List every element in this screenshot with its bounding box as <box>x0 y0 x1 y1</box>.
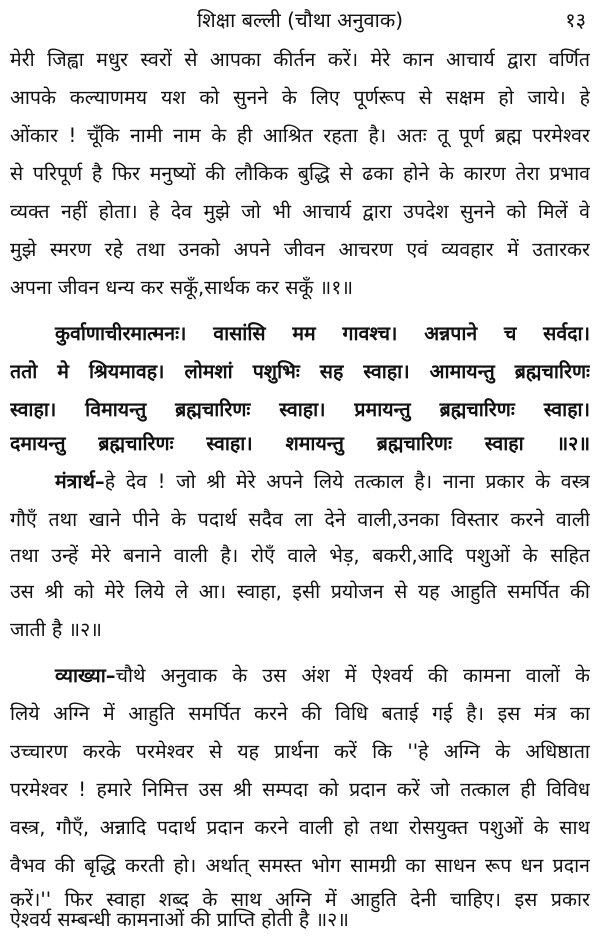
paragraph1-line: मेरी जिह्वा मधुर स्वरों से आपका कीर्तन करें। मेरे कान आचार्य द्वारा वर्णित <box>10 48 590 71</box>
paragraph1-line: आपके कल्याणमय यश को सुनने के लिए पूर्णरूप से सक्षम हो जाये। हे <box>10 86 590 109</box>
mantrartha-line: तथा उन्हें मेरे बनाने वाली है। रोएँ वाले भेड़, बकरी,आदि पशुओं के सहित <box>10 544 590 567</box>
paragraph1-line: व्यक्त नहीं होता। हे देव मुझे जो भी आचार्य द्वारा उपदेश सुनने को मिलें वे <box>10 200 590 223</box>
paragraph1-line: ओंकार ! चूँकि नामी नाम के ही आश्रित रहता है। अतः तू पूर्ण ब्रह्म परमेश्वर <box>10 124 590 147</box>
mantrartha-text: हे देव ! जो श्री मेरे अपने लिये तत्काल है। नाना प्रकार के वस्त्र <box>104 470 590 493</box>
chapter-title: शिक्षा बल्ली (चौथा अनुवाक) <box>196 8 404 32</box>
vyakhya-line: परमेश्वर ! हमारे निमित्त उस श्री सम्पदा को प्रदान करें जो तत्काल ही विविध <box>10 778 590 801</box>
mantra-line: दमायन्तु ब्रह्मचारिणः स्वाहा। शमायन्तु ब्रह्मचारिणः स्वाहा ॥२॥ <box>10 432 590 455</box>
mantrartha-line: उस श्री को मेरे लिये ले आ। स्वाहा, इसी प्रयोजन से यह आहुति समर्पित की <box>10 580 590 603</box>
vyakhya-label: व्याख्या– <box>55 664 116 687</box>
paragraph1-line: अपना जीवन धन्य कर सकूँ,सार्थक कर सकूँ ॥१॥ <box>10 276 354 299</box>
page-number: १३ <box>565 8 586 32</box>
mantra-line: ततो मे श्रियमावह। लोमशां पशुभिः सह स्वाहा। आमायन्तु ब्रह्मचारिणः <box>10 360 590 383</box>
vyakhya-line: लिये अग्नि में आहुति समर्पित करने की विधि बताई गई है। इस मंत्र का <box>10 702 590 725</box>
vyakhya-line: ऐश्वर्य सम्बन्धी कामनाओं की प्राप्ति होती है ॥२॥ <box>10 908 349 931</box>
mantrartha-label: मंत्रार्थ– <box>55 470 105 493</box>
mantra-line: कुर्वाणाचीरमात्मनः। वासांसि मम गावश्च। अन्नपाने च सर्वदा। <box>55 322 590 345</box>
vyakhya-text: चौथे अनुवाक के उस अंश में ऐश्वर्य की कामना वालों के <box>115 664 590 687</box>
paragraph1-line: मुझे स्मरण रहे तथा उनको अपने जीवन आचरण एवं व्यवहार में उतारकर <box>10 238 590 261</box>
mantrartha-line: जाती है ॥२॥ <box>10 618 102 641</box>
mantrartha-first-line <box>10 466 590 498</box>
mantrartha-line: गौएँ तथा खाने पीने के पदार्थ सदैव ला देने वाली,उनका विस्तार करने वाली <box>10 508 590 531</box>
page-header <box>0 4 600 36</box>
vyakhya-line: वस्त्र, गौएँ, अन्नादि पदार्थ प्रदान करने वाली हो तथा रोसयुक्त पशुओं के साथ <box>10 816 590 839</box>
vyakhya-line: वैभव की बृद्धि करती हो। अर्थात् समस्त भोग सामग्री का साधन रूप धन प्रदान <box>10 854 590 877</box>
vyakhya-first-line <box>10 660 590 692</box>
mantra-line: स्वाहा। विमायन्तु ब्रह्मचारिणः स्वाहा। प्रमायन्तु ब्रह्मचारिणः स्वाहा। <box>10 398 590 421</box>
vyakhya-line: उच्चारण करके परमेश्वर से यह प्रार्थना करें कि ''हे अग्नि के अधिष्ठाता <box>10 740 590 763</box>
paragraph1-line: से परिपूर्ण है फिर मनुष्यों की लौकिक बुद्धि से ढका होने के कारण तेरा प्रभाव <box>10 162 590 185</box>
vyakhya-line: करें।'' फिर स्वाहा शब्द के साथ अग्नि में आहुति देनी चाहिए। इस प्रकार <box>10 888 590 911</box>
